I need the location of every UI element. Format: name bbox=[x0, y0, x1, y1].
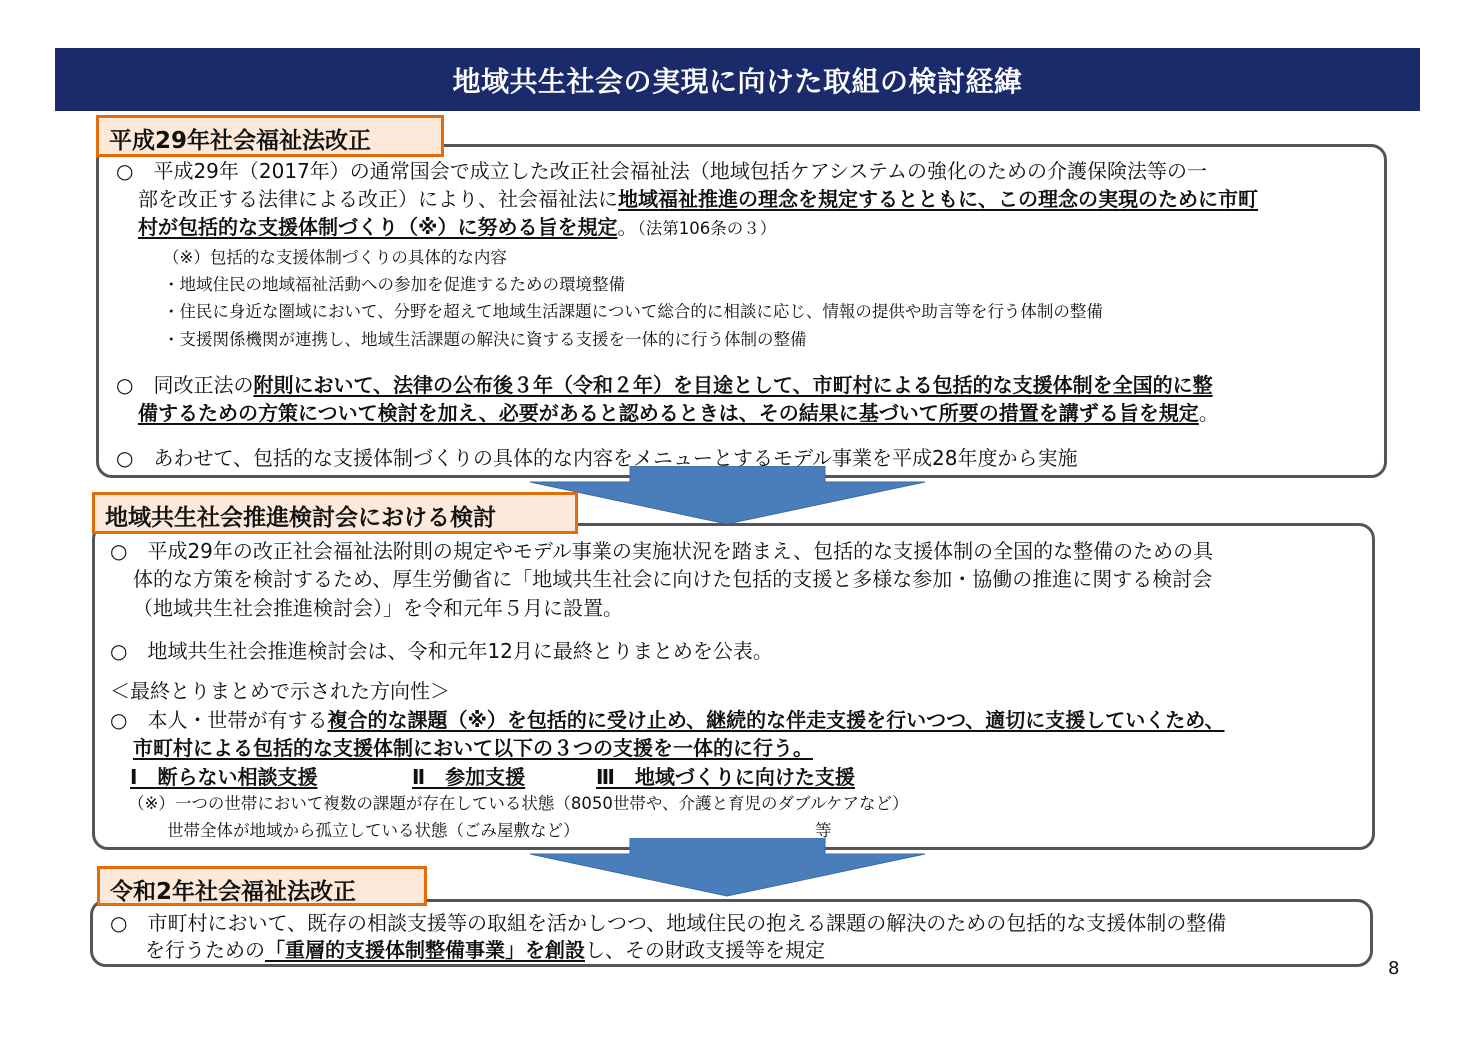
s1-para3: ○ あわせて、包括的な支援体制づくりの具体的な内容をメニューとするモデル事業を平成28年度から実施 bbox=[116, 446, 1078, 470]
s2-heading: ＜最終とりまとめで示された方向性＞ bbox=[110, 679, 450, 703]
support-list bbox=[130, 762, 855, 792]
s1-note-item: ・地域住民の地域福祉活動への参加を促進するための環境整備 bbox=[163, 275, 625, 294]
support-item: Ⅰ 断らない相談支援 bbox=[130, 765, 318, 789]
section-tab-2020-amendment: 令和2年社会福祉法改正 bbox=[97, 866, 427, 906]
s3-para1-line1: ○ 市町村において、既存の相談支援等の取組を活かしつつ、地域住民の抱える課題の解決のための包括的な支援体制の整備 bbox=[110, 911, 1227, 935]
s2-para3-line1: ○ 本人・世帯が有する複合的な課題（※）を包括的に受け止め、継続的な伴走支援を行いつつ、適切に支援していくため、 bbox=[110, 708, 1225, 732]
s2-para1-line2: 体的な方策を検討するため、厚生労働省に「地域共生社会に向けた包括的支援と多様な参加・協働の推進に関する検討会 bbox=[133, 567, 1213, 591]
emphasis-text: 「重層的支援体制整備事業」を創設 bbox=[265, 938, 585, 962]
s3-para1-line2: を行うための「重層的支援体制整備事業」を創設し、その財政支援等を規定 bbox=[145, 938, 825, 962]
section-tab-2017-amendment: 平成29年社会福祉法改正 bbox=[96, 115, 444, 157]
emphasis-text: 備するための方策について検討を加え、必要があると認めるときは、その結果に基づいて所要の措置を講ずる旨を規定 bbox=[138, 401, 1199, 425]
s2-para3-line2: 市町村による包括的な支援体制において以下の３つの支援を一体的に行う。 bbox=[133, 736, 813, 760]
s1-para2-line1: ○ 同改正法の附則において、法律の公布後３年（令和２年）を目途として、市町村による包括的な支援体制を全国的に整 bbox=[116, 373, 1213, 397]
section-tab-study-group: 地域共生社会推進検討会における検討 bbox=[92, 492, 578, 534]
support-item: Ⅲ 地域づくりに向けた支援 bbox=[596, 765, 855, 789]
down-arrow-icon bbox=[525, 466, 930, 528]
s1-note-item: ・住民に身近な圏域において、分野を超えて地域生活課題について総合的に相談に応じ、情報の提供や助言等を行う体制の整備 bbox=[163, 302, 1103, 321]
emphasis-text: 複合的な課題（※）を包括的に受け止め、継続的な伴走支援を行いつつ、適切に支援していくため、 bbox=[327, 708, 1225, 732]
s1-para2-line2: 備するための方策について検討を加え、必要があると認めるときは、その結果に基づいて所要の措置を講ずる旨を規定。 bbox=[138, 401, 1219, 425]
legal-reference: （法第106条の３） bbox=[637, 219, 777, 238]
page-title: 地域共生社会の実現に向けた取組の検討経緯 bbox=[55, 48, 1420, 111]
s1-para1-line1: ○ 平成29年（2017年）の通常国会で成立した改正社会福祉法（地域包括ケアシステムの強化のための介護保険法等の一 bbox=[116, 159, 1207, 183]
support-item: Ⅱ 参加支援 bbox=[412, 765, 526, 789]
s2-note-line2: 世帯全体が地域から孤立している状態（ごみ屋敷など） bbox=[167, 821, 580, 840]
down-arrow-icon bbox=[525, 838, 930, 900]
s1-para1-line3: 村が包括的な支援体制づくり（※）に努める旨を規定。（法第106条の３） bbox=[138, 215, 777, 239]
emphasis-text: 村が包括的な支援体制づくり（※）に努める旨を規定 bbox=[138, 215, 618, 239]
s2-note-line1: （※）一つの世帯において複数の課題が存在している状態（8050世帯や、介護と育児のダブルケアなど） bbox=[128, 794, 909, 813]
s1-note-heading: （※）包括的な支援体制づくりの具体的な内容 bbox=[163, 248, 507, 267]
s2-para1-line1: ○ 平成29年の改正社会福祉法附則の規定やモデル事業の実施状況を踏まえ、包括的な支援体制の全国的な整備のための具 bbox=[110, 539, 1214, 563]
page-number: 8 bbox=[1388, 958, 1400, 979]
s1-note-item: ・支援関係機関が連携し、地域生活課題の解決に資する支援を一体的に行う体制の整備 bbox=[163, 330, 807, 349]
emphasis-text: 附則において、法律の公布後３年（令和２年）を目途として、市町村による包括的な支援体制を全国的に整 bbox=[253, 373, 1213, 397]
s2-para1-line3: （地域共生社会推進検討会）」を令和元年５月に設置。 bbox=[133, 596, 623, 620]
s1-para1-line2: 部を改正する法律による改正）により、社会福祉法に地域福祉推進の理念を規定するとともに、この理念の実現のために市町 bbox=[138, 187, 1258, 211]
emphasis-text: 地域福祉推進の理念を規定するとともに、この理念の実現のために市町 bbox=[618, 187, 1258, 211]
s2-note-etc: 等 bbox=[815, 821, 832, 840]
s2-para2: ○ 地域共生社会推進検討会は、令和元年12月に最終とりまとめを公表。 bbox=[110, 639, 773, 663]
